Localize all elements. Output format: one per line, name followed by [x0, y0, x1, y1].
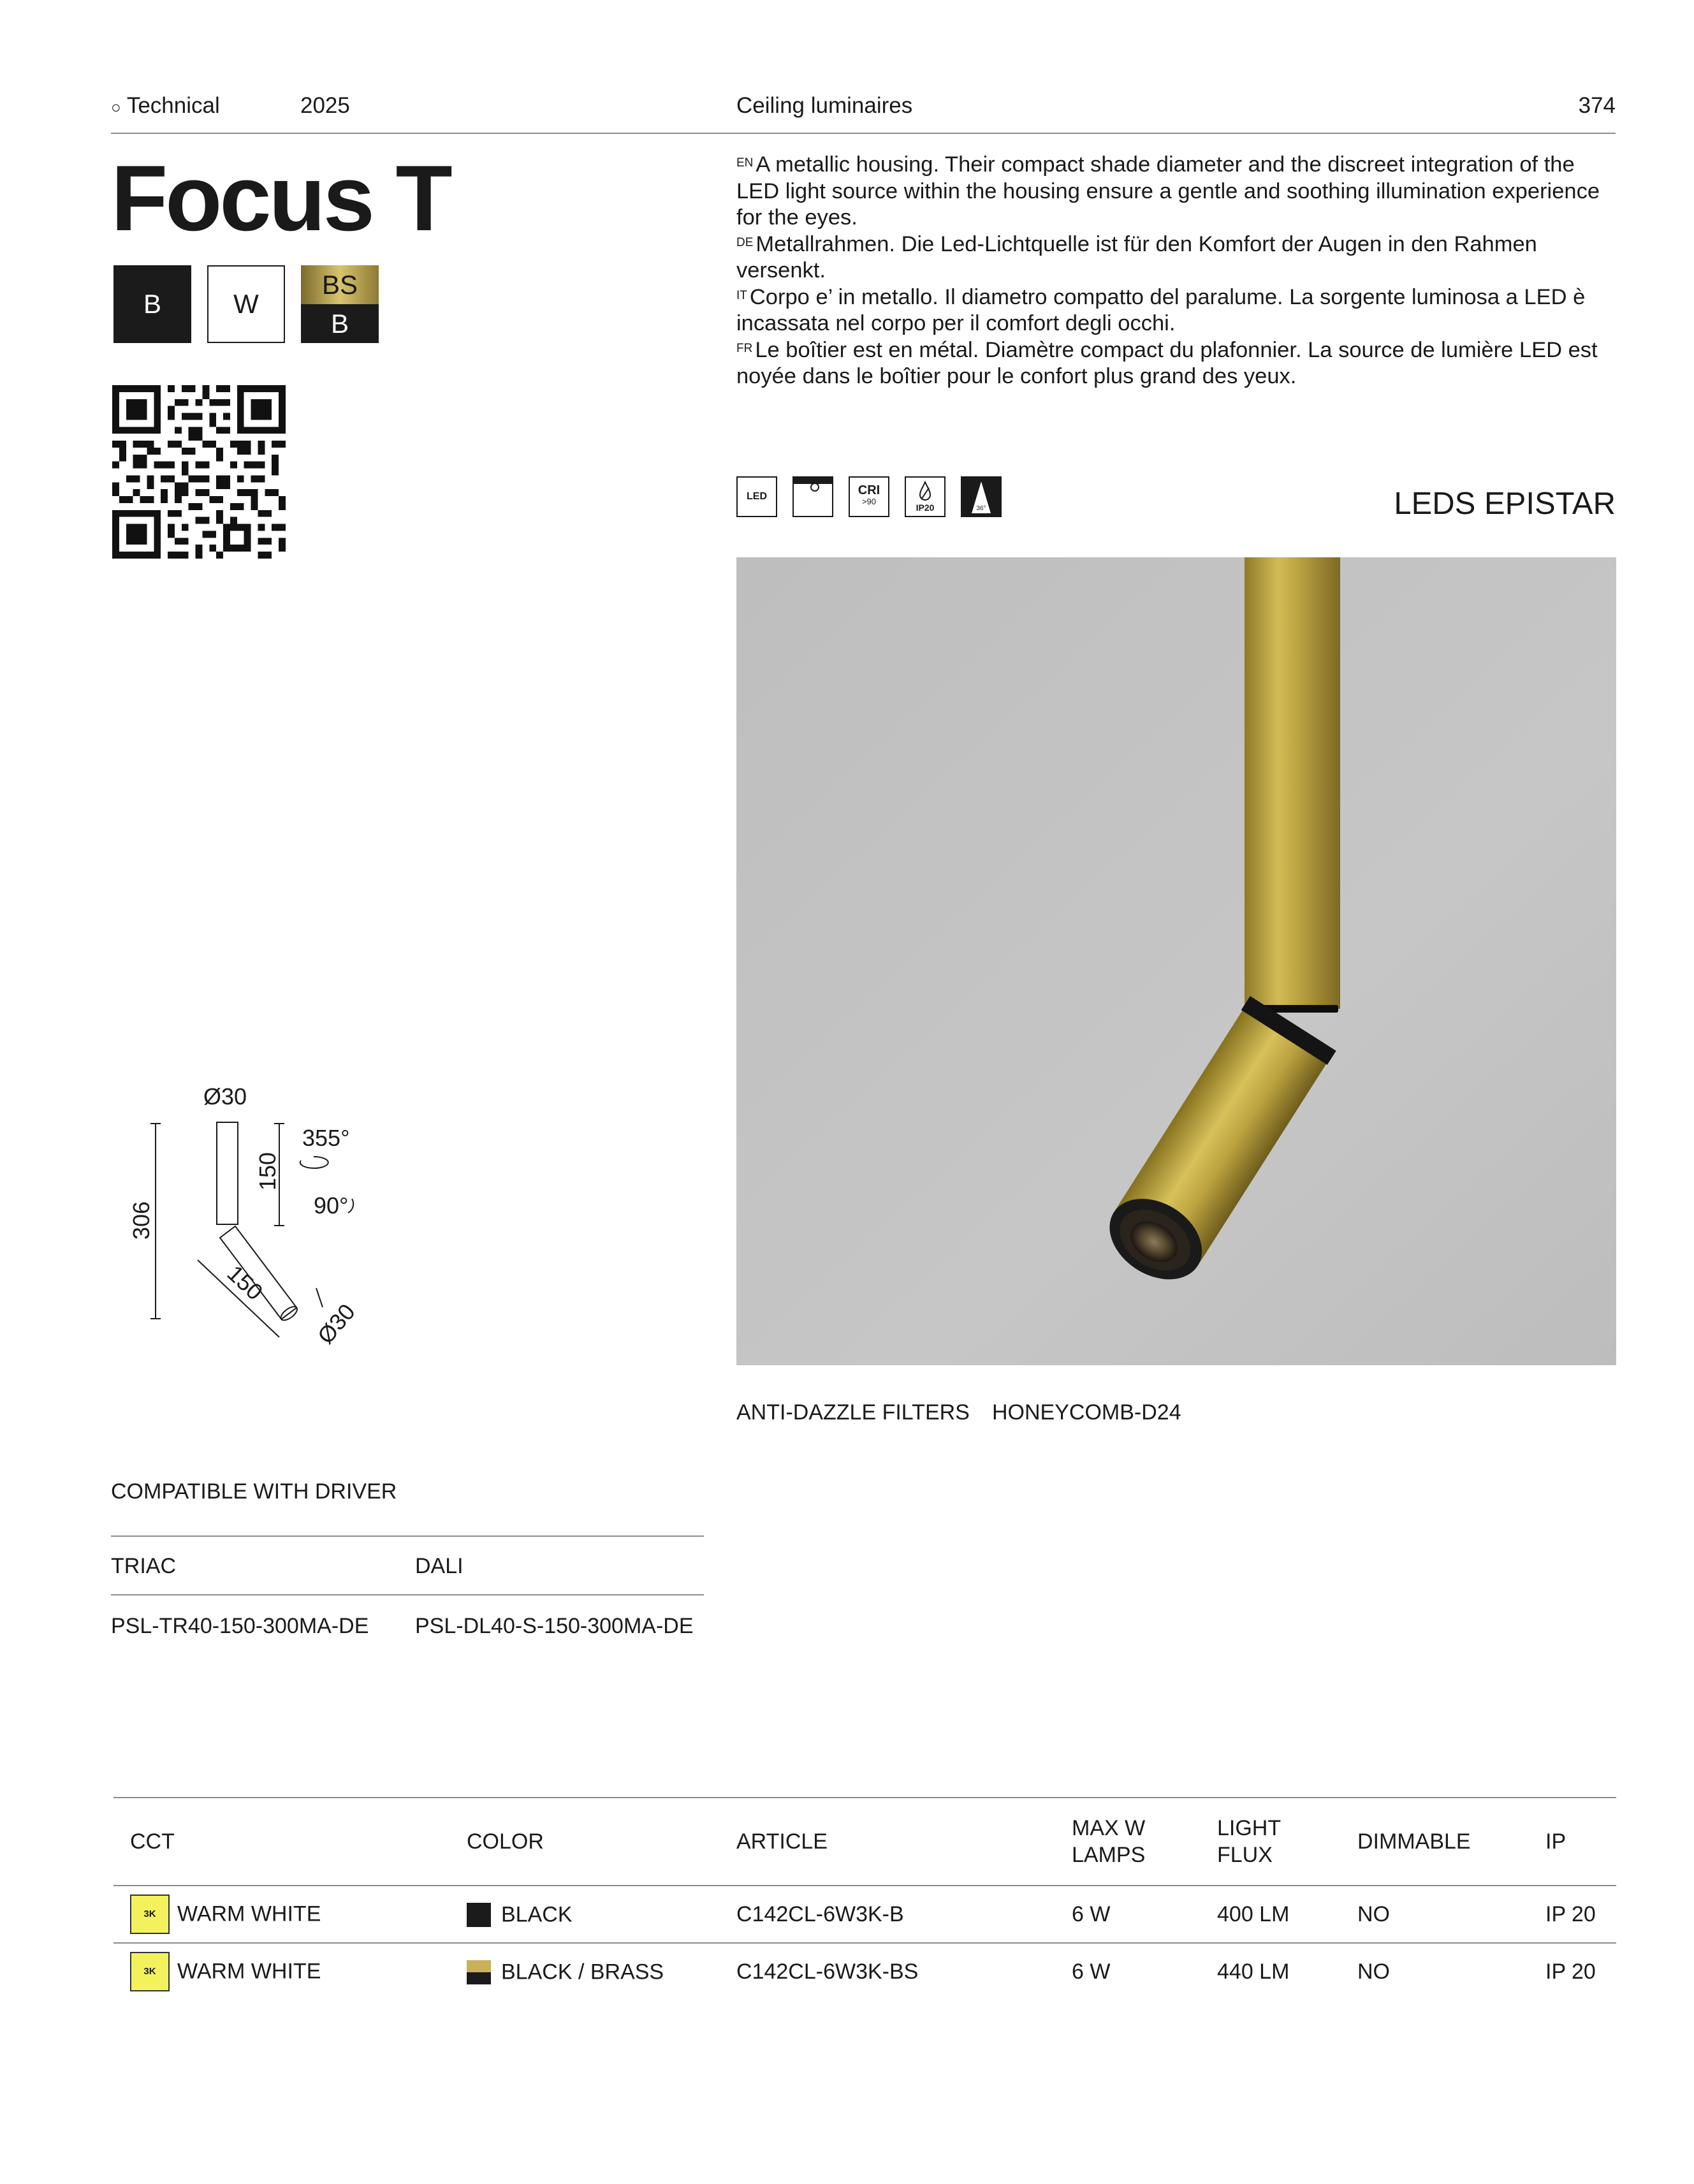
tilt-label: 90° — [314, 1192, 349, 1219]
cell-color: BLACK / BRASS — [450, 1943, 720, 2000]
cell-dimmable: NO — [1357, 1959, 1390, 1984]
cell-flux: 440 LM — [1217, 1959, 1290, 1984]
cell-article: C142CL-6W3K-BS — [736, 1959, 919, 1984]
product-photo — [736, 557, 1616, 1365]
upper-tube-outline — [217, 1122, 238, 1224]
page-number: 374 — [1578, 93, 1616, 118]
cell-max-w: 6 W — [1072, 1959, 1111, 1984]
description-it: $^{IT}$ Corpo e’ in metallo. Il diametro compatto del paralume. La sorgente luminosa a LED è incassata nel corpo per il comfort degli occhi. — [736, 284, 1586, 335]
cct-badge: 3K — [130, 1895, 170, 1934]
finish-code: W — [233, 289, 259, 319]
finish-code: B — [143, 289, 161, 319]
ip-rating-icon: IP20 — [905, 476, 946, 517]
category-title: Ceiling luminaires — [736, 93, 913, 118]
cell-cct: 3K WARM WHITE — [113, 1943, 450, 2000]
driver-divider-mid — [111, 1594, 704, 1595]
driver-col-dali: DALI — [415, 1554, 464, 1578]
table-header-row — [113, 1798, 1616, 1886]
catalog-year: 2025 — [300, 93, 350, 118]
cct-badge: 3K — [130, 1952, 170, 1991]
driver-divider-top — [111, 1535, 704, 1537]
header-max-w: MAX W LAMPS — [1072, 1816, 1146, 1867]
lang-code: IT — [736, 288, 747, 302]
header-dimmable: DIMMABLE — [1357, 1829, 1471, 1854]
lang-code: DE — [736, 235, 754, 249]
header-color: COLOR — [467, 1829, 544, 1854]
finish-code-bottom: B — [301, 304, 379, 343]
accessory-label: ANTI-DAZZLE FILTERS — [736, 1400, 970, 1425]
header-light-flux: LIGHT FLUX — [1217, 1816, 1281, 1867]
qr-code[interactable] — [112, 385, 286, 559]
spec-table — [113, 1797, 1616, 2000]
header-cct: CCT — [130, 1829, 175, 1854]
section-label — [111, 93, 220, 120]
product-description — [736, 152, 1616, 390]
cell-color: BLACK — [450, 1886, 720, 1943]
driver-triac-value: PSL-TR40-150-300MA-DE — [111, 1614, 369, 1638]
upper-length-label: 150 — [254, 1152, 281, 1191]
accessory-value: HONEYCOMB-D24 — [992, 1400, 1181, 1425]
cell-max-w: 6 W — [1072, 1902, 1111, 1926]
table-row — [113, 1886, 1616, 1943]
driver-dali-value: PSL-DL40-S-150-300MA-DE — [415, 1614, 694, 1638]
led-icon: LED — [736, 476, 777, 517]
table-row — [113, 1943, 1616, 2000]
bottom-diameter-label: Ø30 — [312, 1298, 360, 1349]
circle-icon: ○ — [111, 98, 121, 117]
cell-ip: IP 20 — [1545, 1959, 1596, 1984]
dimension-drawing — [108, 1065, 383, 1371]
cell-ip: IP 20 — [1545, 1902, 1596, 1926]
description-en: $^{EN}$ A metallic housing. Their compact shade diameter and the discreet integration of the LED light source within the housing ensure a gentle and soothing illumination experience for the eyes. — [736, 152, 1600, 230]
beam-angle-icon: 36° — [961, 476, 1002, 517]
product-title: Focus T — [111, 146, 450, 250]
cell-dimmable: NO — [1357, 1902, 1390, 1926]
finish-swatch-white — [207, 265, 285, 343]
ceiling-mount-icon — [792, 476, 833, 517]
water-drop-icon — [916, 480, 935, 503]
finish-swatch-black — [113, 265, 191, 343]
description-fr: $^{FR}$ Le boîtier est en métal. Diamètre compact du plafonnier. La source de lumière LED est noyée dans le boîtier pour le confort plus grand des yeux. — [736, 337, 1598, 388]
rotation-icon — [300, 1157, 328, 1168]
driver-heading: COMPATIBLE WITH DRIVER — [111, 1479, 397, 1504]
rotation-label: 355° — [302, 1125, 350, 1151]
upper-tube — [1245, 557, 1340, 1009]
cell-cct: 3K WARM WHITE — [113, 1886, 450, 1943]
header-ip: IP — [1545, 1829, 1566, 1854]
cell-article: C142CL-6W3K-B — [736, 1902, 904, 1926]
cell-flux: 400 LM — [1217, 1902, 1290, 1926]
section-name: Technical — [126, 93, 220, 118]
description-de: $^{DE}$ Metallrahmen. Die Led-Lichtquelle ist für den Komfort der Augen in den Rahmen versenkt. — [736, 231, 1537, 282]
cri-icon: CRI >90 — [849, 476, 889, 517]
header-article: ARTICLE — [736, 1829, 828, 1854]
color-swatch-black-brass — [467, 1960, 491, 1984]
finish-swatch-black-brass — [301, 265, 379, 343]
bottom-diameter-dim-line — [316, 1288, 323, 1307]
lang-code: FR — [736, 341, 753, 355]
led-source-label: LEDS EPISTAR — [1394, 487, 1616, 521]
lower-length-label: 150 — [222, 1259, 268, 1305]
tilt-icon — [348, 1199, 353, 1213]
color-swatch-black — [467, 1903, 491, 1927]
height-label: 306 — [128, 1201, 154, 1240]
finish-code-top: BS — [301, 265, 379, 304]
lang-code: EN — [736, 156, 754, 170]
driver-col-triac: TRIAC — [111, 1554, 176, 1578]
header-divider — [111, 133, 1616, 134]
top-diameter-label: Ø30 — [203, 1083, 247, 1110]
